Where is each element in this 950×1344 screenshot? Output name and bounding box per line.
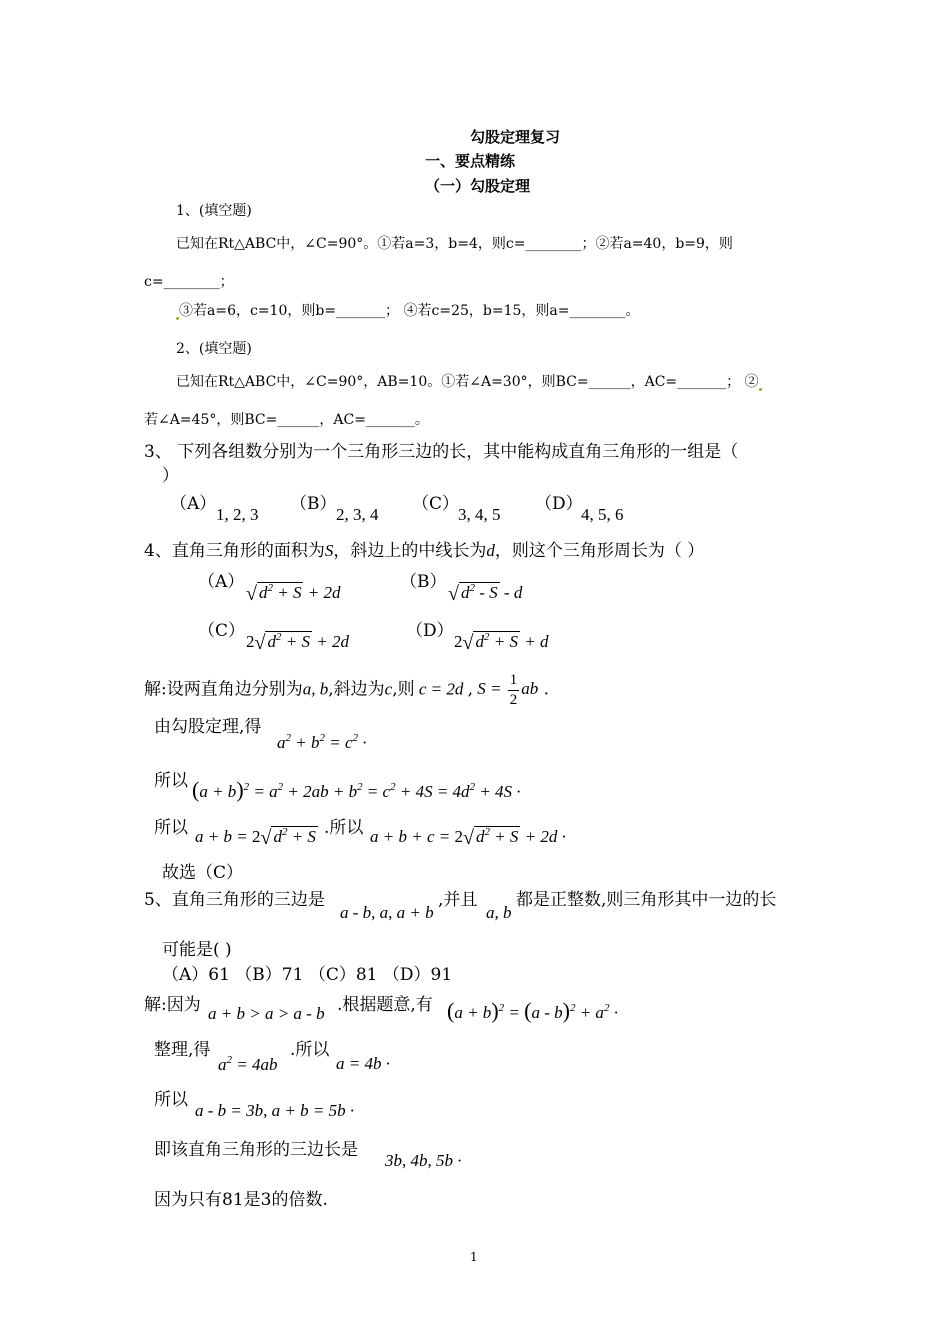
q5-options: （A）61 （B）71 （C）81 （D）91 — [162, 965, 453, 985]
q1-line1: 已知在Rt△ABC中，∠C=90°。①若a=3，b=4，则c=________；②若a=40，b=9，则 — [176, 236, 733, 252]
q4-stem-text: 4、直角三角形的面积为 — [144, 541, 325, 561]
q4-option-a-expr: √ $d^2 + S + 2d$ — [246, 582, 341, 605]
q5-inequality-expr: a + b > a > a - b — [208, 1004, 325, 1023]
q5-solution-line1: 解:因为 — [144, 995, 201, 1015]
q5-equation-expr: $(a + b)^2 = (a - b)^2 + a^2$ · — [447, 998, 618, 1023]
q4-solution-line3: 所以 — [154, 771, 188, 791]
q4-solution-line4: 所以 — [154, 818, 188, 838]
q2-line2-text: 若∠A=45°，则BC=______，AC=_______。 — [144, 412, 429, 428]
q1-line2: c=________； — [144, 274, 234, 290]
page-number: 1 — [470, 1250, 478, 1264]
marker-dot — [759, 388, 762, 391]
subsection-heading: （一）勾股定理 — [425, 177, 531, 195]
q3-option-b-value: 2, 3, 4 — [336, 505, 379, 524]
q5-vars-expr: a, b — [486, 903, 512, 922]
q3-option-a-label: （A） — [170, 494, 217, 514]
q4-perimeter-expr: a + b + c = 2√ $d^2 + S + 2d$ · — [370, 826, 566, 849]
q4-solution-line1: 解:设两直角边分别为a, b,斜边为c,则 c = 2d , S = $\frac{1}{2}$ ab . — [144, 672, 550, 708]
q4-solution-text: 解:设两直角边分别为 — [144, 679, 303, 700]
q5-solution-line1b: .根据题意,有 — [337, 995, 433, 1015]
q2-line1-text: 已知在Rt△ABC中，∠C=90°，AB=10。①若∠A=30°，则BC=______，AC=_______； ② — [176, 374, 759, 390]
q4-option-c-label: （C） — [198, 621, 246, 641]
q5-solution-line2: 整理,得 — [154, 1040, 211, 1060]
q1-line3 — [176, 303, 639, 320]
q3-stem: 3、 下列各组数分别为一个三角形三边的长，其中能构成直角三角形的一组是（ — [144, 442, 739, 462]
q3-option-d-label: （D） — [535, 494, 583, 514]
q3-option-d-value: 4, 5, 6 — [581, 505, 624, 524]
q4-solution-text: ,则 — [392, 679, 415, 700]
q5-solution-line5: 因为只有81是3的倍数. — [154, 1190, 328, 1210]
q5-stem: 5、直角三角形的三边是 — [144, 890, 325, 910]
q4-option-a-label: （A） — [198, 572, 245, 592]
q2-line2 — [144, 412, 429, 429]
q3-stem-close: ） — [162, 466, 179, 486]
q4-option-c-expr: 2√ $d^2 + S + 2d$ — [246, 631, 349, 654]
q5-solution-line3: 所以 — [154, 1090, 188, 1110]
q5-relation-expr: a = 4b · — [336, 1054, 390, 1073]
q5-sides-expr: a - b, a, a + b — [340, 903, 434, 922]
q5-stem-c: 都是正整数,则三角形其中一边的长 — [516, 890, 777, 910]
q2-line1 — [176, 374, 762, 391]
q5-stem-b: ,并且 — [438, 890, 478, 910]
q4-option-d-label: （D） — [406, 621, 454, 641]
q4-sum-expr: a + b = 2√ $d^2 + S$ — [195, 826, 316, 849]
q3-option-c-value: 3, 4, 5 — [458, 505, 501, 524]
q5-stem-line2: 可能是( ) — [162, 940, 232, 960]
q3-option-c-label: （C） — [412, 494, 460, 514]
q4-stem — [144, 541, 704, 561]
q4-stem-text: ，则这个三角形周长为（ ） — [494, 541, 705, 561]
q4-solution-line4b: .所以 — [324, 818, 364, 838]
q4-expansion-expr: $(a + b)^2 = a^2 + 2ab + b^2 = c^2 + 4S = 4d^2 + 4S$ · — [192, 777, 521, 802]
q4-option-d-expr: 2√ $d^2 + S + d$ — [454, 631, 549, 654]
page-title: 勾股定理复习 — [470, 128, 561, 146]
q4-pythagoras-expr: $a^2 + b^2 = c^2$ · — [277, 732, 367, 752]
q4-option-b-expr: √ $d^2$ - S - d — [448, 582, 523, 605]
q5-solution-line2b: .所以 — [290, 1040, 330, 1060]
q1-label: 1、(填空题) — [176, 203, 252, 219]
q1-line3-text: ③若a=6，c=10，则b=_______； ④若c=25，b=15，则a=________。 — [179, 303, 640, 319]
q2-label: 2、(填空题) — [176, 341, 252, 357]
section-heading: 一、要点精练 — [425, 152, 516, 170]
q4-solution-line2: 由勾股定理,得 — [154, 717, 262, 737]
q4-stem-text: ，斜边上的中线长为 — [333, 541, 487, 561]
q4-solution-text: ,斜边为 — [328, 679, 385, 700]
q4-answer: 故选（C） — [162, 863, 244, 883]
q5-simplify-expr: $a^2 = 4ab$ — [218, 1054, 278, 1074]
q5-sides-result-expr: 3b, 4b, 5b · — [385, 1151, 462, 1170]
q4-var-d: d — [486, 541, 495, 560]
q4-option-b-label: （B） — [400, 572, 447, 592]
q5-sides-relation-expr: a - b = 3b, a + b = 5b · — [195, 1101, 355, 1120]
q4-var-s: S — [324, 541, 334, 560]
q5-solution-line4: 即该直角三角形的三边长是 — [154, 1140, 358, 1160]
q3-option-b-label: （B） — [290, 494, 337, 514]
q3-option-a-value: 1, 2, 3 — [216, 505, 259, 524]
